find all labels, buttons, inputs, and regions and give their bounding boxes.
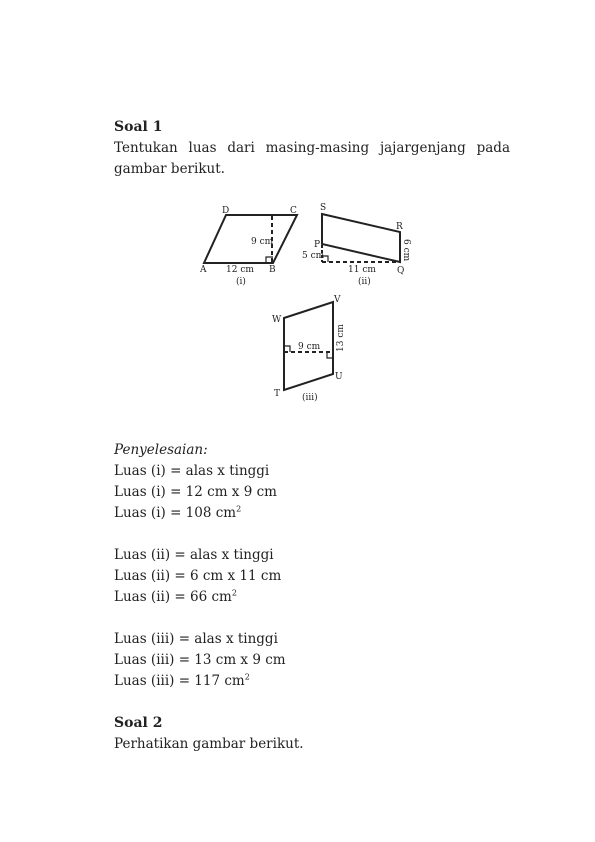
soal2-instruction: Perhatikan gambar berikut. (114, 736, 304, 752)
solution-iii-line3 (114, 671, 250, 692)
figure-ii-labels (302, 203, 411, 287)
soal1-instruction: Tentukan luas dari masing-masing jajargenjang pada gambar berikut. (114, 140, 510, 177)
vertex-a: A (200, 265, 207, 275)
solution-ii-result: Luas (ii) = 66 cm (114, 589, 232, 605)
solution-iii-line1: Luas (iii) = alas x tinggi (114, 631, 278, 647)
solution-iii-line2: Luas (iii) = 13 cm x 9 cm (114, 652, 286, 668)
soal1-heading: Soal 1 (114, 119, 163, 135)
vertex-s: S (320, 203, 327, 213)
vertex-w: W (272, 315, 282, 325)
height-label-i: 9 cm (251, 237, 274, 247)
vertex-q: Q (397, 266, 405, 276)
solution-iii-result: Luas (iii) = 117 cm (114, 673, 245, 689)
vertex-u: U (335, 372, 343, 382)
solution-i-result: Luas (i) = 108 cm (114, 505, 237, 521)
figure-iii-caption: (iii) (302, 393, 318, 403)
base-label-ii: 11 cm (348, 265, 376, 275)
vertex-c: C (290, 206, 297, 216)
side-label-ii-left: 5 cm (302, 251, 325, 261)
figure-ii-caption: (ii) (358, 277, 371, 287)
figure-i-caption: (i) (236, 277, 246, 287)
side-label-ii-right: 6 cm (401, 239, 411, 262)
width-label-iii: 9 cm (298, 342, 321, 352)
solution-i-line1: Luas (i) = alas x tinggi (114, 463, 270, 479)
squared-sup: 2 (236, 504, 242, 514)
squared-sup: 2 (244, 672, 250, 682)
vertex-v: V (334, 295, 341, 305)
soal2-heading: Soal 2 (114, 715, 163, 731)
vertex-r: R (396, 222, 403, 232)
solution-ii-line1: Luas (ii) = alas x tinggi (114, 547, 274, 563)
solution-i-line2: Luas (i) = 12 cm x 9 cm (114, 484, 277, 500)
vertex-p: P (314, 240, 321, 250)
vertex-d: D (222, 206, 230, 216)
solution-label: Penyelesaian: (114, 442, 208, 458)
parallelogram-pqrs (322, 214, 400, 262)
solution-i-line3 (114, 503, 241, 524)
vertex-b: B (269, 265, 276, 275)
solution-ii-line3 (114, 587, 237, 608)
solution-ii-line2: Luas (ii) = 6 cm x 11 cm (114, 568, 282, 584)
figure-ii (322, 214, 400, 262)
side-label-iii: 13 cm (336, 324, 346, 352)
squared-sup: 2 (231, 588, 237, 598)
vertex-t: T (274, 389, 281, 399)
base-label-i: 12 cm (226, 265, 254, 275)
